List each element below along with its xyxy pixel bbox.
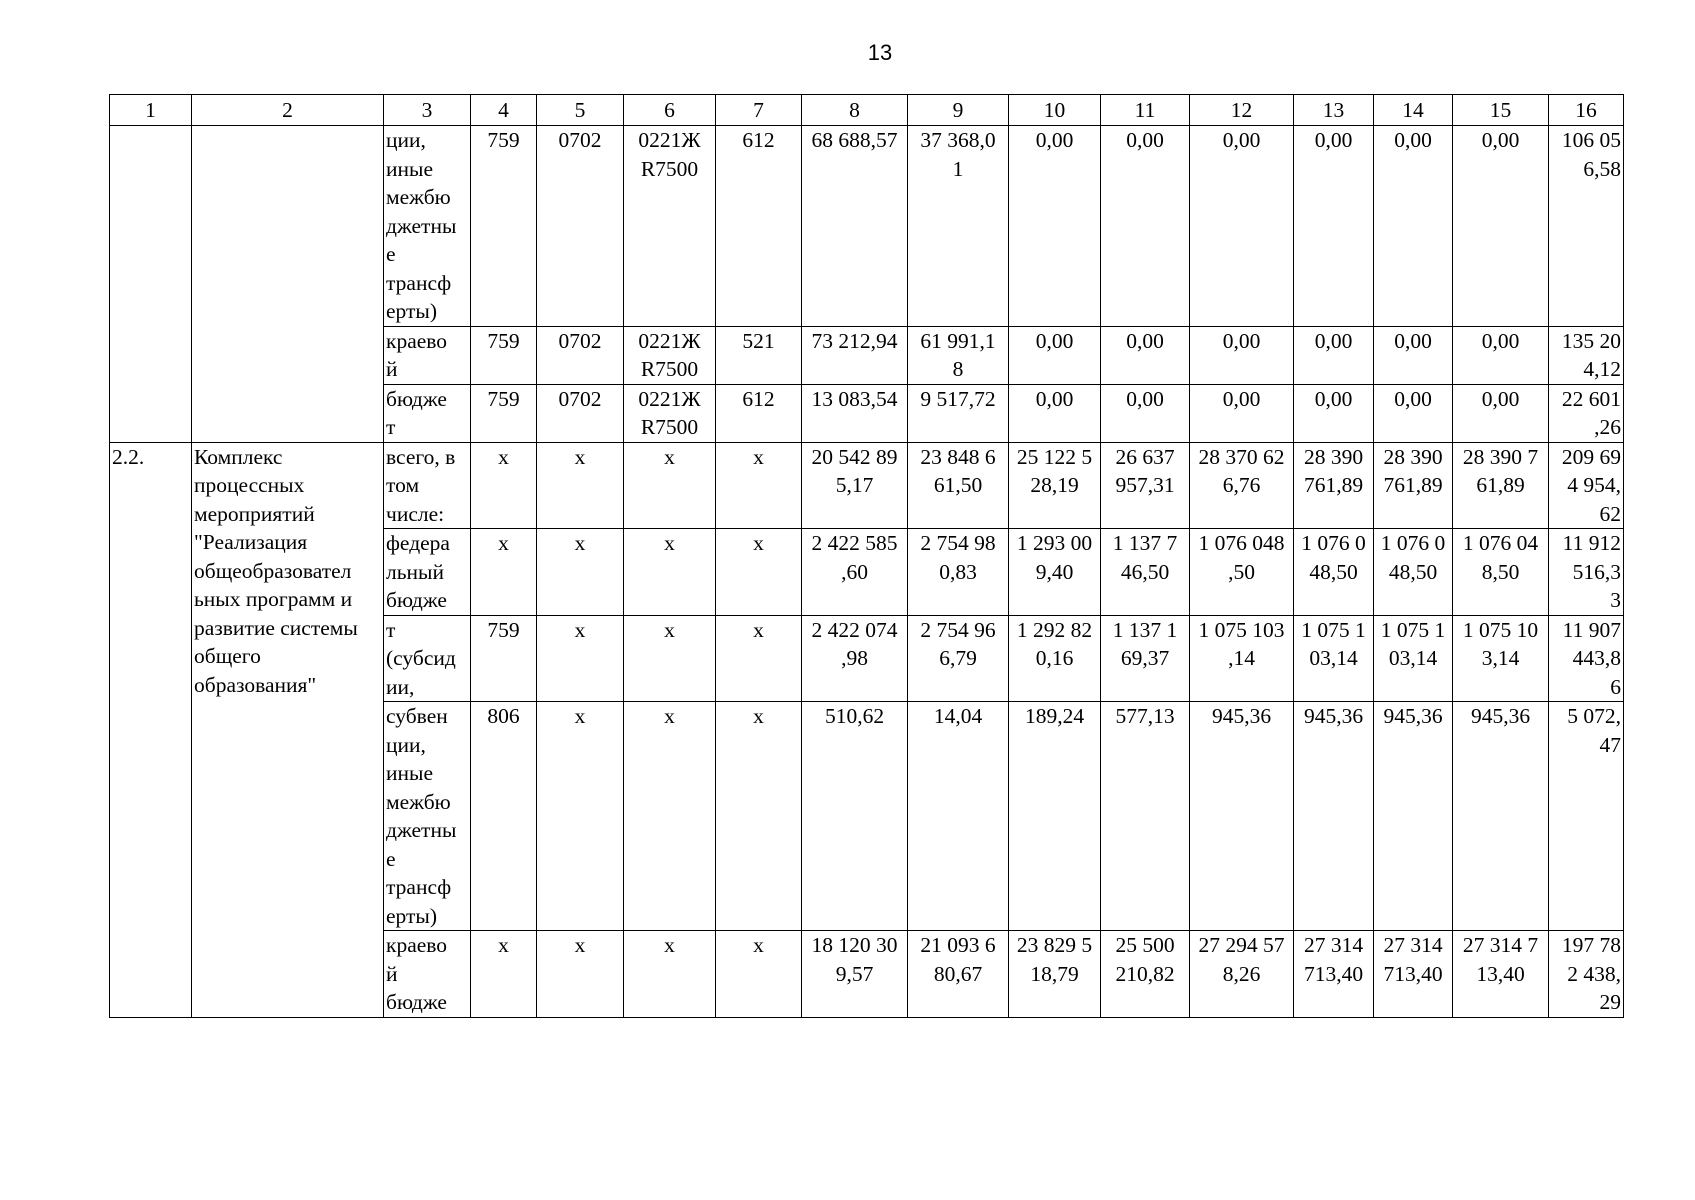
target-article-cell: 0221Ж R7500 xyxy=(624,126,716,327)
amount-cell: 1 075 103 ,14 xyxy=(1190,615,1294,702)
amount-cell: 945,36 xyxy=(1374,702,1453,931)
amount-cell: 945,36 xyxy=(1453,702,1549,931)
amount-cell: 27 314 713,40 xyxy=(1294,931,1374,1018)
funding-source-cell: федера льный бюдже xyxy=(384,529,471,616)
section-code-cell: 0702 xyxy=(537,384,624,442)
amount-cell: 0,00 xyxy=(1374,326,1453,384)
amount-cell: 0,00 xyxy=(1101,384,1190,442)
amount-cell: 61 991,1 8 xyxy=(908,326,1009,384)
amount-cell: 0,00 xyxy=(1190,384,1294,442)
amount-cell: 510,62 xyxy=(802,702,908,931)
amount-cell: 68 688,57 xyxy=(802,126,908,327)
expense-type-cell: 612 xyxy=(716,126,802,327)
amount-cell: 1 076 0 48,50 xyxy=(1374,529,1453,616)
amount-cell: 28 390 7 61,89 xyxy=(1453,442,1549,529)
amount-cell: 0,00 xyxy=(1101,326,1190,384)
column-header: 5 xyxy=(537,95,624,126)
target-article-cell: x xyxy=(624,442,716,529)
column-header: 4 xyxy=(471,95,537,126)
amount-cell: 0,00 xyxy=(1009,326,1101,384)
total-cell: 135 20 4,12 xyxy=(1549,326,1624,384)
row-number-cell xyxy=(110,126,192,443)
header-row xyxy=(110,95,1624,126)
amount-cell: 0,00 xyxy=(1453,126,1549,327)
section-code-cell: x xyxy=(537,702,624,931)
amount-cell: 0,00 xyxy=(1009,384,1101,442)
page-number: 13 xyxy=(867,40,893,65)
target-article-cell: 0221Ж R7500 xyxy=(624,326,716,384)
column-header: 2 xyxy=(192,95,384,126)
column-header: 16 xyxy=(1549,95,1624,126)
column-header: 6 xyxy=(624,95,716,126)
column-header: 7 xyxy=(716,95,802,126)
column-header: 3 xyxy=(384,95,471,126)
column-header: 1 xyxy=(110,95,192,126)
funding-source-cell: всего, в том числе: xyxy=(384,442,471,529)
total-cell: 11 912 516,3 3 xyxy=(1549,529,1624,616)
target-article-cell: x xyxy=(624,615,716,702)
amount-cell: 13 083,54 xyxy=(802,384,908,442)
expense-type-cell: 612 xyxy=(716,384,802,442)
target-article-cell: x xyxy=(624,702,716,931)
column-header: 11 xyxy=(1101,95,1190,126)
amount-cell: 0,00 xyxy=(1294,384,1374,442)
total-cell: 22 601 ,26 xyxy=(1549,384,1624,442)
amount-cell: 0,00 xyxy=(1190,326,1294,384)
section-code-cell: x xyxy=(537,931,624,1018)
section-code-cell: x xyxy=(537,615,624,702)
total-cell: 209 69 4 954, 62 xyxy=(1549,442,1624,529)
amount-cell: 21 093 6 80,67 xyxy=(908,931,1009,1018)
funding-source-cell: субвен ции, иные межбю джетны е трансф ерты) xyxy=(384,702,471,931)
expense-type-cell: x xyxy=(716,702,802,931)
section-code-cell: 0702 xyxy=(537,326,624,384)
total-cell: 106 05 6,58 xyxy=(1549,126,1624,327)
amount-cell: 25 500 210,82 xyxy=(1101,931,1190,1018)
amount-cell: 23 848 6 61,50 xyxy=(908,442,1009,529)
amount-cell: 189,24 xyxy=(1009,702,1101,931)
funding-source-cell: бюдже т xyxy=(384,384,471,442)
grbs-code-cell: 759 xyxy=(471,384,537,442)
expense-type-cell: x xyxy=(716,931,802,1018)
column-header: 13 xyxy=(1294,95,1374,126)
section-code-cell: x xyxy=(537,442,624,529)
column-header: 14 xyxy=(1374,95,1453,126)
amount-cell: 0,00 xyxy=(1101,126,1190,327)
amount-cell: 2 754 96 6,79 xyxy=(908,615,1009,702)
target-article-cell: x xyxy=(624,529,716,616)
amount-cell: 37 368,0 1 xyxy=(908,126,1009,327)
amount-cell: 27 314 7 13,40 xyxy=(1453,931,1549,1018)
target-article-cell: x xyxy=(624,931,716,1018)
amount-cell: 2 422 585 ,60 xyxy=(802,529,908,616)
amount-cell: 1 137 7 46,50 xyxy=(1101,529,1190,616)
amount-cell: 0,00 xyxy=(1374,384,1453,442)
row-number-cell: 2.2. xyxy=(110,442,192,1017)
amount-cell: 18 120 30 9,57 xyxy=(802,931,908,1018)
column-header: 12 xyxy=(1190,95,1294,126)
amount-cell: 27 314 713,40 xyxy=(1374,931,1453,1018)
funding-source-cell: краево й xyxy=(384,326,471,384)
amount-cell: 0,00 xyxy=(1453,326,1549,384)
column-header: 10 xyxy=(1009,95,1101,126)
amount-cell: 1 293 00 9,40 xyxy=(1009,529,1101,616)
amount-cell: 1 075 1 03,14 xyxy=(1294,615,1374,702)
total-cell: 197 78 2 438, 29 xyxy=(1549,931,1624,1018)
amount-cell: 14,04 xyxy=(908,702,1009,931)
table-row xyxy=(110,442,1624,529)
amount-cell: 26 637 957,31 xyxy=(1101,442,1190,529)
amount-cell: 0,00 xyxy=(1190,126,1294,327)
activity-name-cell: Комплекс процессных мероприятий "Реализация общеобразовател ьных программ и развитие системы общего образования" xyxy=(192,442,384,1017)
expense-type-cell: 521 xyxy=(716,326,802,384)
amount-cell: 28 390 761,89 xyxy=(1374,442,1453,529)
funding-source-cell: т (субсид ии, xyxy=(384,615,471,702)
amount-cell: 0,00 xyxy=(1294,126,1374,327)
amount-cell: 1 076 048 ,50 xyxy=(1190,529,1294,616)
expense-type-cell: x xyxy=(716,529,802,616)
amount-cell: 28 390 761,89 xyxy=(1294,442,1374,529)
table-row xyxy=(110,126,1624,327)
grbs-code-cell: 759 xyxy=(471,326,537,384)
amount-cell: 20 542 89 5,17 xyxy=(802,442,908,529)
amount-cell: 73 212,94 xyxy=(802,326,908,384)
amount-cell: 945,36 xyxy=(1190,702,1294,931)
expense-type-cell: x xyxy=(716,615,802,702)
amount-cell: 1 137 1 69,37 xyxy=(1101,615,1190,702)
amount-cell: 25 122 5 28,19 xyxy=(1009,442,1101,529)
amount-cell: 1 075 10 3,14 xyxy=(1453,615,1549,702)
total-cell: 5 072, 47 xyxy=(1549,702,1624,931)
amount-cell: 1 075 1 03,14 xyxy=(1374,615,1453,702)
amount-cell: 0,00 xyxy=(1374,126,1453,327)
amount-cell: 1 292 82 0,16 xyxy=(1009,615,1101,702)
target-article-cell: 0221Ж R7500 xyxy=(624,384,716,442)
amount-cell: 1 076 04 8,50 xyxy=(1453,529,1549,616)
grbs-code-cell: x xyxy=(471,931,537,1018)
budget-table xyxy=(109,94,1624,1018)
amount-cell: 9 517,72 xyxy=(908,384,1009,442)
grbs-code-cell: x xyxy=(471,442,537,529)
expense-type-cell: x xyxy=(716,442,802,529)
amount-cell: 28 370 62 6,76 xyxy=(1190,442,1294,529)
amount-cell: 0,00 xyxy=(1294,326,1374,384)
amount-cell: 23 829 5 18,79 xyxy=(1009,931,1101,1018)
amount-cell: 27 294 57 8,26 xyxy=(1190,931,1294,1018)
total-cell: 11 907 443,8 6 xyxy=(1549,615,1624,702)
grbs-code-cell: 759 xyxy=(471,126,537,327)
amount-cell: 1 076 0 48,50 xyxy=(1294,529,1374,616)
funding-source-cell: краево й бюдже xyxy=(384,931,471,1018)
activity-name-cell xyxy=(192,126,384,443)
section-code-cell: x xyxy=(537,529,624,616)
amount-cell: 0,00 xyxy=(1453,384,1549,442)
grbs-code-cell: 806 xyxy=(471,702,537,931)
funding-source-cell: ции, иные межбю джетны е трансф ерты) xyxy=(384,126,471,327)
column-header: 8 xyxy=(802,95,908,126)
amount-cell: 2 754 98 0,83 xyxy=(908,529,1009,616)
column-header: 9 xyxy=(908,95,1009,126)
grbs-code-cell: x xyxy=(471,529,537,616)
amount-cell: 2 422 074 ,98 xyxy=(802,615,908,702)
grbs-code-cell: 759 xyxy=(471,615,537,702)
amount-cell: 577,13 xyxy=(1101,702,1190,931)
amount-cell: 945,36 xyxy=(1294,702,1374,931)
column-header: 15 xyxy=(1453,95,1549,126)
section-code-cell: 0702 xyxy=(537,126,624,327)
amount-cell: 0,00 xyxy=(1009,126,1101,327)
